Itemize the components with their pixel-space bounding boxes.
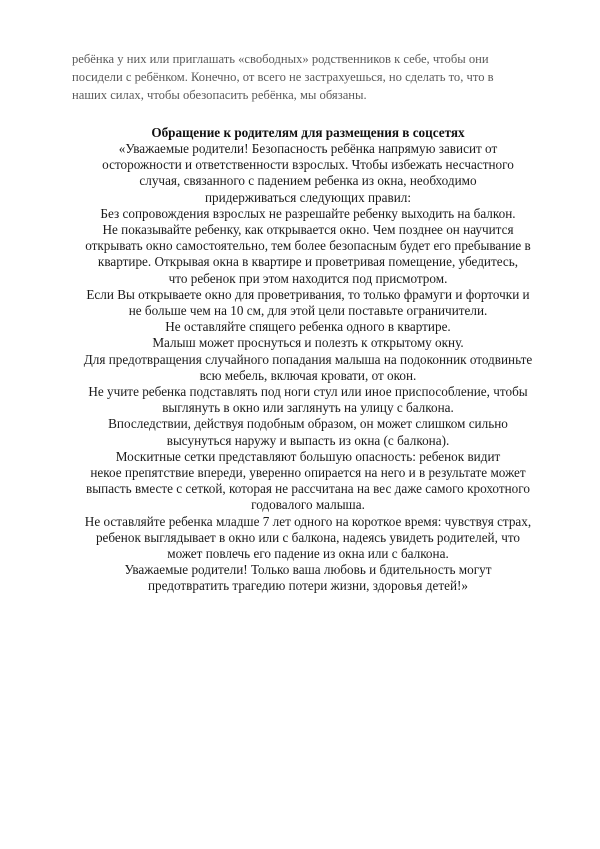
appeal-section bbox=[40, 124, 576, 595]
appeal-line: Москитные сетки представляют большую опасность: ребенок видит bbox=[115, 448, 501, 464]
intro-line: посидели с ребёнком. Конечно, от всего не застрахуешься, но сделать то, что в bbox=[72, 70, 494, 84]
appeal-line: может повлечь его падение из окна или с балкона. bbox=[167, 546, 449, 562]
appeal-line: Не учите ребенка подставлять под ноги стул или иное приспособление, чтобы bbox=[88, 384, 528, 400]
appeal-line: Не показывайте ребенку, как открывается окно. Чем позднее он научится bbox=[102, 222, 514, 238]
appeal-line: выглянуть в окно или заглянуть на улицу с балкона. bbox=[162, 400, 454, 416]
appeal-line: что ребенок при этом находится под присмотром. bbox=[168, 270, 448, 286]
appeal-line: выпасть вместе с сеткой, которая не рассчитана на вес даже самого крохотного bbox=[86, 481, 530, 497]
appeal-line: высунуться наружу и выпасть из окна (с балкона). bbox=[166, 432, 450, 448]
appeal-line: открывать окно самостоятельно, тем более безопасным будет его пребывание в bbox=[85, 238, 531, 254]
appeal-line: Впоследствии, действуя подобным образом, он может слишком сильно bbox=[108, 416, 508, 432]
appeal-heading: Обращение к родителям для размещения в соцсетях bbox=[151, 125, 465, 140]
intro-line: наших силах, чтобы обезопасить ребёнка, мы обязаны. bbox=[72, 88, 367, 102]
appeal-line: некое препятствие впереди, уверенно опирается на него и в результате может bbox=[90, 465, 526, 481]
appeal-line: Для предотвращения случайного попадания малыша на подоконник отодвиньте bbox=[83, 351, 533, 367]
appeal-line: «Уважаемые родители! Безопасность ребёнка напрямую зависит от bbox=[118, 141, 498, 156]
appeal-line: осторожности и ответственности взрослых. Чтобы избежать несчастного bbox=[102, 157, 514, 173]
appeal-line: Не оставляйте ребенка младше 7 лет одного на короткое время: чувствуя страх, bbox=[84, 513, 532, 529]
appeal-line: предотвратить трагедию потери жизни, здоровья детей!» bbox=[147, 578, 469, 594]
appeal-line: Не оставляйте спящего ребенка одного в квартире. bbox=[165, 319, 451, 335]
appeal-line: Если Вы открываете окно для проветривания, то только фрамуги и форточки и bbox=[86, 286, 530, 302]
appeal-line: всю мебель, включая кровати, от окон. bbox=[199, 367, 417, 383]
appeal-line: Малыш может проснуться и полезть к открытому окну. bbox=[152, 335, 464, 351]
appeal-line: придерживаться следующих правил: bbox=[205, 189, 411, 205]
appeal-line: квартире. Открывая окна в квартире и проветривая помещение, убедитесь, bbox=[97, 254, 519, 270]
intro-line: ребёнка у них или приглашать «свободных» родственников к себе, чтобы они bbox=[72, 52, 489, 66]
appeal-line: Уважаемые родители! Только ваша любовь и бдительность могут bbox=[124, 562, 492, 578]
intro-paragraph bbox=[72, 50, 560, 104]
appeal-line: ребенок выглядывает в окно или с балкона, надеясь увидеть родителей, что bbox=[95, 529, 521, 545]
appeal-line: годовалого малыша. bbox=[251, 497, 365, 513]
appeal-line: не больше чем на 10 см, для этой цели поставьте ограничители. bbox=[128, 303, 488, 319]
appeal-line: Без сопровождения взрослых не разрешайте ребенку выходить на балкон. bbox=[100, 205, 516, 221]
appeal-line: случая, связанного с падением ребенка из окна, необходимо bbox=[139, 173, 477, 189]
